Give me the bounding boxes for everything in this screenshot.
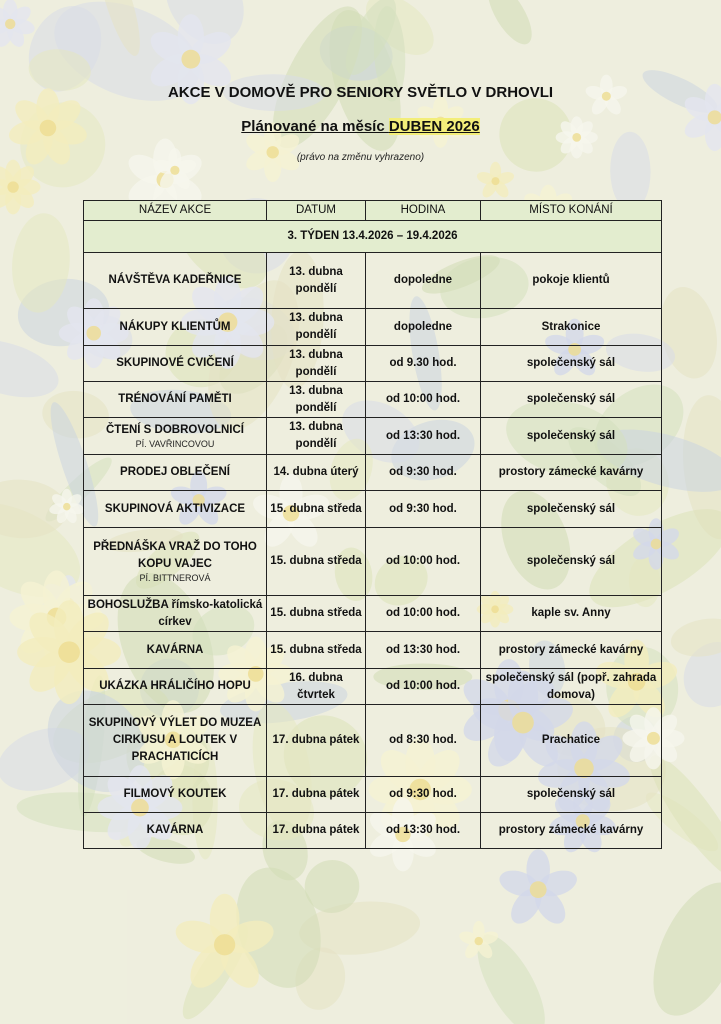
time-text: od 10:00 hod. xyxy=(385,555,461,567)
place-text: Strakonice xyxy=(541,320,601,333)
date-text: 17. dubna pátek xyxy=(272,824,360,836)
time-cell xyxy=(366,777,481,813)
name-text: KAVÁRNA xyxy=(146,643,204,656)
place-text: pokoje klientů xyxy=(532,274,610,286)
name-text: SKUPINOVÝ VÝLET DO MUZEA CIRKUSU A LOUTEK V PRACHATICÍCH xyxy=(88,717,262,763)
name-text: PRODEJ OBLEČENÍ xyxy=(120,466,230,478)
time-text: od 13:30 hod. xyxy=(385,824,461,836)
time-cell xyxy=(366,253,481,309)
page-title: AKCE V DOMOVĚ PRO SENIORY SVĚTLO V DRHOVLI xyxy=(167,84,554,101)
header-place: MÍSTO KONÁNÍ xyxy=(481,201,662,221)
subtitle-month: DUBEN 2026 xyxy=(388,118,480,135)
time-cell xyxy=(366,705,481,777)
time-text: od 8:30 hod. xyxy=(389,734,457,746)
place-cell xyxy=(481,777,662,813)
schedule-table xyxy=(83,200,662,849)
date-text: 17. dubna pátek xyxy=(272,788,360,800)
time-text: od 9:30 hod. xyxy=(389,788,457,800)
date-cell xyxy=(267,346,366,382)
time-cell xyxy=(366,669,481,705)
time-cell xyxy=(366,528,481,596)
time-cell xyxy=(366,491,481,528)
time-cell xyxy=(366,632,481,669)
date-cell xyxy=(267,705,366,777)
name-cell xyxy=(84,777,267,813)
time-text: od 9:30 hod. xyxy=(389,466,457,478)
name-text: PŘEDNÁŠKA VRAŽ DO TOHO KOPU VAJEC xyxy=(93,541,257,570)
name-cell xyxy=(84,528,267,596)
time-cell xyxy=(366,382,481,418)
date-cell xyxy=(267,491,366,528)
date-cell xyxy=(267,418,366,455)
change-note: (právo na změnu vyhrazeno) xyxy=(296,152,425,163)
name-cell xyxy=(84,309,267,346)
date-text: 16. dubna čtvrtek xyxy=(289,671,343,701)
place-text: společenský sál xyxy=(526,502,616,515)
time-cell xyxy=(366,596,481,632)
header-time: HODINA xyxy=(366,201,481,221)
table-row xyxy=(84,813,662,849)
date-text: 15. dubna středa xyxy=(270,643,362,656)
place-cell xyxy=(481,253,662,309)
week-row xyxy=(84,221,662,253)
name-cell xyxy=(84,491,267,528)
place-cell xyxy=(481,382,662,418)
date-cell xyxy=(267,455,366,491)
time-text: od 10:00 hod. xyxy=(385,393,461,405)
place-text: společenský sál (popř. zahrada domova) xyxy=(485,671,657,701)
time-text: od 10:00 hod. xyxy=(385,680,461,692)
table-row xyxy=(84,382,662,418)
name-cell xyxy=(84,632,267,669)
name-text: NÁKUPY KLIENTŮM xyxy=(119,320,231,333)
page-subtitle xyxy=(0,118,721,135)
table-row xyxy=(84,418,662,455)
table-row xyxy=(84,309,662,346)
date-text: 13. dubna pondělí xyxy=(289,265,343,295)
date-text: 13. dubna pondělí xyxy=(289,348,343,378)
place-cell xyxy=(481,309,662,346)
week-label: 3. TÝDEN 13.4.2026 – 19.4.2026 xyxy=(84,221,662,253)
table-row xyxy=(84,777,662,813)
name-text: NÁVŠTĚVA KADEŘNICE xyxy=(108,274,242,286)
table-row xyxy=(84,528,662,596)
place-cell xyxy=(481,418,662,455)
table-row xyxy=(84,253,662,309)
place-cell xyxy=(481,596,662,632)
place-cell xyxy=(481,528,662,596)
name-cell xyxy=(84,455,267,491)
date-cell xyxy=(267,669,366,705)
time-cell xyxy=(366,418,481,455)
name-cell xyxy=(84,382,267,418)
date-cell xyxy=(267,253,366,309)
place-cell xyxy=(481,491,662,528)
name-text: SKUPINOVÁ AKTIVIZACE xyxy=(104,502,246,515)
name-subtext: PÍ. BITTNEROVÁ xyxy=(139,573,211,583)
name-text: BOHOSLUŽBA římsko-katolická církev xyxy=(87,598,263,628)
date-cell xyxy=(267,632,366,669)
name-text: FILMOVÝ KOUTEK xyxy=(123,788,227,800)
table-row xyxy=(84,346,662,382)
date-cell xyxy=(267,309,366,346)
place-cell xyxy=(481,455,662,491)
name-cell xyxy=(84,813,267,849)
name-text: SKUPINOVÉ CVIČENÍ xyxy=(116,357,234,369)
place-text: prostory zámecké kavárny xyxy=(498,643,644,656)
header-row xyxy=(84,201,662,221)
place-text: Prachatice xyxy=(541,734,601,746)
place-text: společenský sál xyxy=(526,555,616,567)
name-text: ČTENÍ S DOBROVOLNICÍ xyxy=(105,424,244,436)
place-cell xyxy=(481,632,662,669)
date-text: 15. dubna středa xyxy=(270,555,362,567)
name-cell xyxy=(84,705,267,777)
time-cell xyxy=(366,346,481,382)
time-text: dopoledne xyxy=(393,274,453,286)
place-text: společenský sál xyxy=(526,788,616,800)
place-text: kaple sv. Anny xyxy=(531,607,611,619)
header-name: NÁZEV AKCE xyxy=(84,201,267,221)
name-subtext: PÍ. VAVŘINCOVOU xyxy=(135,439,215,449)
place-cell xyxy=(481,346,662,382)
time-text: dopoledne xyxy=(393,320,453,333)
date-text: 13. dubna pondělí xyxy=(289,421,343,450)
place-cell xyxy=(481,813,662,849)
table-row xyxy=(84,632,662,669)
name-text: TRÉNOVÁNÍ PAMĚTI xyxy=(118,393,232,405)
date-text: 13. dubna pondělí xyxy=(289,312,343,341)
date-cell xyxy=(267,777,366,813)
place-text: prostory zámecké kavárny xyxy=(498,466,644,478)
place-text: společenský sál xyxy=(526,393,616,405)
time-text: od 13:30 hod. xyxy=(385,429,461,442)
time-cell xyxy=(366,813,481,849)
time-text: od 10:00 hod. xyxy=(385,607,461,619)
time-cell xyxy=(366,309,481,346)
name-cell xyxy=(84,596,267,632)
date-text: 13. dubna pondělí xyxy=(289,384,343,414)
name-cell xyxy=(84,346,267,382)
date-cell xyxy=(267,528,366,596)
date-cell xyxy=(267,382,366,418)
name-cell xyxy=(84,418,267,455)
place-cell xyxy=(481,669,662,705)
table-row xyxy=(84,455,662,491)
place-text: společenský sál xyxy=(526,429,616,442)
header-date: DATUM xyxy=(267,201,366,221)
table-row xyxy=(84,491,662,528)
table-row xyxy=(84,669,662,705)
date-text: 17. dubna pátek xyxy=(272,734,360,746)
time-text: od 9:30 hod. xyxy=(389,502,457,515)
place-cell xyxy=(481,705,662,777)
subtitle-prefix: Plánované na měsíc xyxy=(241,118,389,135)
table-row xyxy=(84,705,662,777)
place-text: prostory zámecké kavárny xyxy=(498,824,644,836)
name-cell xyxy=(84,253,267,309)
date-cell xyxy=(267,813,366,849)
date-text: 14. dubna úterý xyxy=(273,466,359,478)
date-text: 15. dubna středa xyxy=(270,502,362,515)
name-text: KAVÁRNA xyxy=(146,824,204,836)
time-text: od 9.30 hod. xyxy=(389,357,457,369)
place-text: společenský sál xyxy=(526,357,616,369)
name-cell xyxy=(84,669,267,705)
time-cell xyxy=(366,455,481,491)
name-text: UKÁZKA HRÁLIČÍHO HOPU xyxy=(99,680,251,692)
table-row xyxy=(84,596,662,632)
date-cell xyxy=(267,596,366,632)
time-text: od 13:30 hod. xyxy=(385,643,461,656)
date-text: 15. dubna středa xyxy=(270,607,362,619)
